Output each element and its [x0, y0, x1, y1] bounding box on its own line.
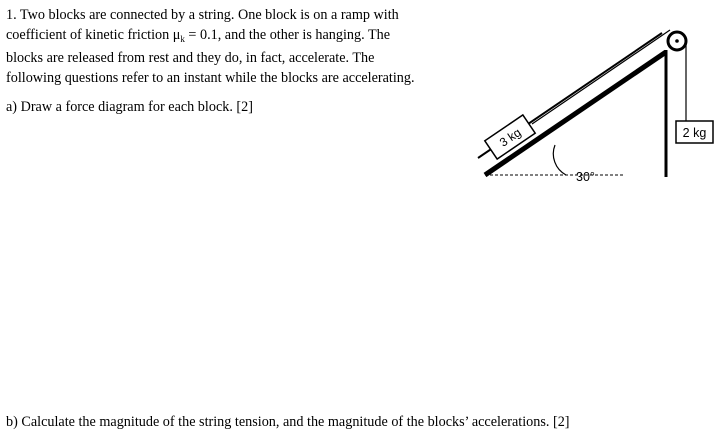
friction-value-text: = 0.1, and the other is hanging. The — [184, 26, 391, 43]
friction-text: coefficient of kinetic friction μ — [6, 26, 181, 43]
ramp-block-label: 3 kg — [496, 125, 524, 150]
question-part-b: b) Calculate the magnitude of the string tension, and the magnitude of the blocks’ accelerations. [2] — [6, 414, 570, 430]
problem-line-1: 1. Two blocks are connected by a string. One block is on a ramp with — [6, 7, 399, 23]
problem-line-4: following questions refer to an instant while the blocks are accelerating. — [6, 69, 415, 86]
ramp-block — [485, 115, 535, 159]
problem-line-3: blocks are released from rest and they do, in fact, accelerate. The — [6, 50, 375, 67]
hanging-block-label: 2 kg — [682, 126, 707, 140]
ramp-string — [532, 30, 670, 124]
friction-subscript: k — [180, 33, 185, 44]
angle-arc — [553, 145, 566, 175]
question-part-a: a) Draw a force diagram for each block. [2] — [6, 99, 253, 115]
pulley-axle — [675, 39, 679, 43]
ramp-surface — [485, 52, 666, 175]
angle-label: 30° — [576, 170, 595, 184]
